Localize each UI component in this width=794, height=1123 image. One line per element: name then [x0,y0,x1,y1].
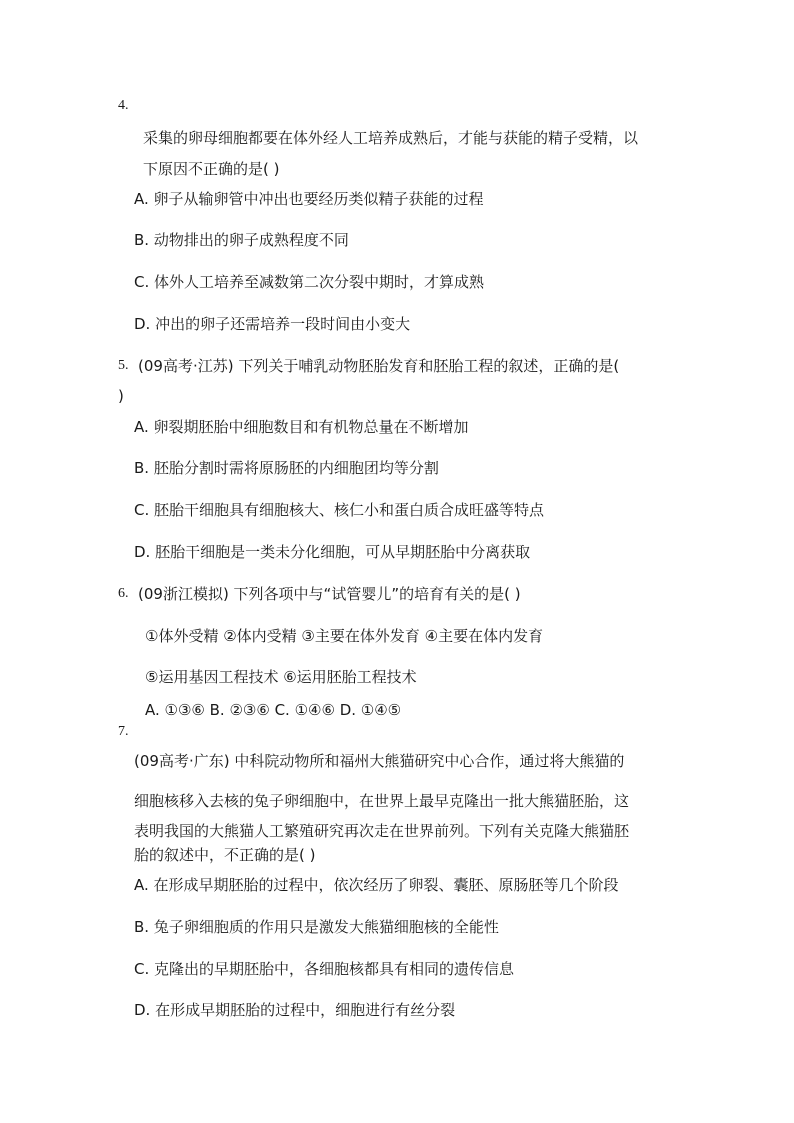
question-6-options: A. ①③⑥ B. ②③⑥ C. ①④⑥ D. ①④⑤ [145,701,402,719]
question-4-option-b: B. 动物排出的卵子成熟程度不同 [134,231,349,249]
question-4-option-c: C. 体外人工培养至减数第二次分裂中期时，才算成熟 [134,273,485,291]
question-5-option-d: D. 胚胎干细胞是一类未分化细胞，可从早期胚胎中分离获取 [134,543,531,561]
question-6-items-line-2: ⑤运用基因工程技术 ⑥运用胚胎工程技术 [145,668,417,686]
question-5-option-a: A. 卵裂期胚胎中细胞数目和有机物总量在不断增加 [134,418,469,436]
question-5-stem-line-2: ) [118,387,124,405]
question-4-stem-line-1: 采集的卵母细胞都要在体外经人工培养成熟后，才能与获能的精子受精，以 [143,129,639,147]
question-7-stem-line-1: (09高考·广东) 中科院动物所和福州大熊猫研究中心合作，通过将大熊猫的 [134,752,625,770]
question-4-option-a: A. 卵子从输卵管中冲出也要经历类似精子获能的过程 [134,190,484,208]
question-7-number: 7. [118,724,129,739]
question-4-number: 4. [118,98,129,113]
question-7-stem-line-4: 胎的叙述中，不正确的是( ) [134,846,316,864]
question-5-stem-line-1: (09高考·江苏) 下列关于哺乳动物胚胎发育和胚胎工程的叙述，正确的是( [138,357,620,375]
question-4-option-d: D. 冲出的卵子还需培养一段时间由小变大 [134,315,411,333]
question-7-stem-line-3: 表明我国的大熊猫人工繁殖研究再次走在世界前列。下列有关克隆大熊猫胚 [134,822,630,840]
question-6-stem: (09浙江模拟) 下列各项中与“试管婴儿”的培育有关的是( ) [138,585,521,603]
question-5-number: 5. [118,358,129,373]
question-5-option-b: B. 胚胎分割时需将原肠胚的内细胞团均等分割 [134,459,439,477]
question-7-option-b: B. 兔子卵细胞质的作用只是激发大熊猫细胞核的全能性 [134,918,499,936]
question-6-number: 6. [118,586,129,601]
question-6-items-line-1: ①体外受精 ②体内受精 ③主要在体外发育 ④主要在体内发育 [145,627,544,645]
question-4-stem-line-2: 下原因不正确的是( ) [143,160,280,178]
question-7-stem-line-2: 细胞核移入去核的兔子卵细胞中，在世界上最早克隆出一批大熊猫胚胎，这 [134,792,630,810]
question-7-option-d: D. 在形成早期胚胎的过程中，细胞进行有丝分裂 [134,1001,456,1019]
question-7-option-a: A. 在形成早期胚胎的过程中，依次经历了卵裂、囊胚、原肠胚等几个阶段 [134,876,619,894]
question-7-option-c: C. 克隆出的早期胚胎中，各细胞核都具有相同的遗传信息 [134,960,515,978]
question-5-option-c: C. 胚胎干细胞具有细胞核大、核仁小和蛋白质合成旺盛等特点 [134,501,545,519]
